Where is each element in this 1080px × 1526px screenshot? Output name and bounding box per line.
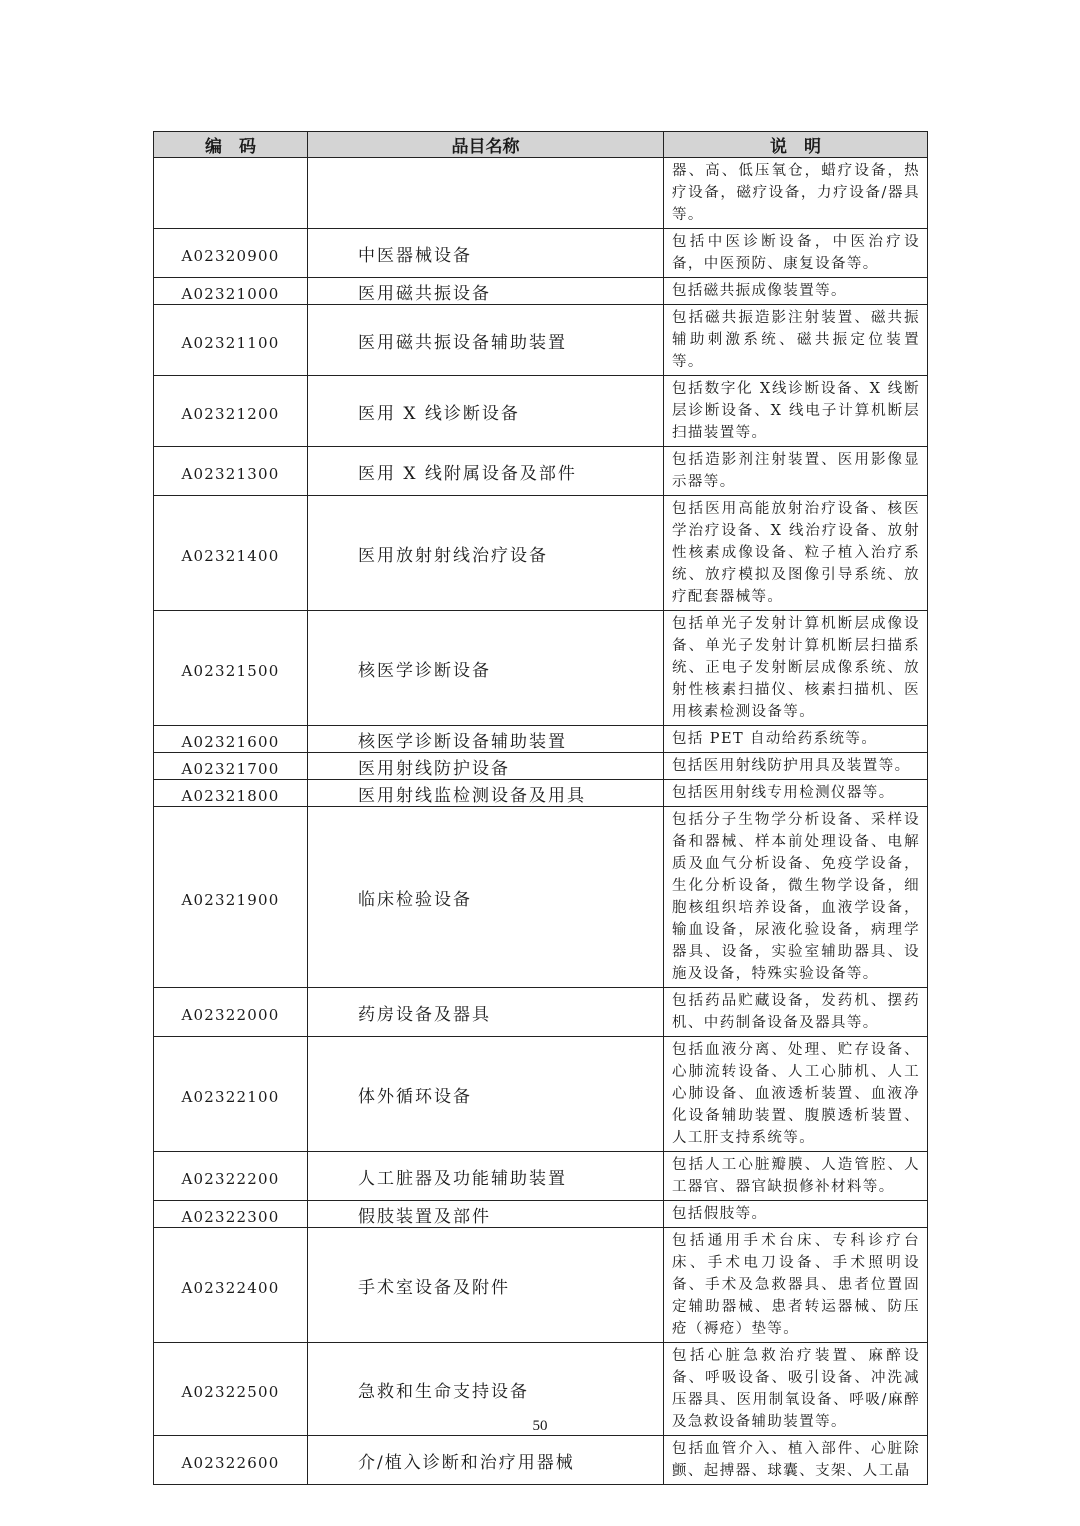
- table-row: [154, 1152, 928, 1201]
- desc-cell: 包括磁共振造影注射装置、磁共振辅助刺激系统、磁共振定位装置等。: [664, 305, 928, 376]
- code-cell: A02322400: [154, 1228, 308, 1343]
- code-cell: A02322100: [154, 1037, 308, 1152]
- name-cell: 医用 X 线诊断设备: [308, 376, 664, 447]
- desc-cell: 包括医用高能放射治疗设备、核医学治疗设备、X 线治疗设备、放射性核素成像设备、粒子植入治疗系统、放疗模拟及图像引导系统、放疗配套器械等。: [664, 496, 928, 611]
- table-header-row: [154, 132, 928, 158]
- name-cell: 人工脏器及功能辅助装置: [308, 1152, 664, 1201]
- table-row: [154, 807, 928, 988]
- name-cell: 医用 X 线附属设备及部件: [308, 447, 664, 496]
- name-cell: 医用磁共振设备辅助装置: [308, 305, 664, 376]
- desc-cell: 包括通用手术台床、专科诊疗台床、手术电刀设备、手术照明设备、手术及急救器具、患者位置固定辅助器械、患者转运器械、防压疮（褥疮）垫等。: [664, 1228, 928, 1343]
- table-row: [154, 1201, 928, 1228]
- name-cell: 核医学诊断设备辅助装置: [308, 726, 664, 753]
- name-cell: 假肢装置及部件: [308, 1201, 664, 1228]
- code-cell: A02322300: [154, 1201, 308, 1228]
- table-row: [154, 726, 928, 753]
- code-cell: A02321200: [154, 376, 308, 447]
- code-cell: A02322600: [154, 1436, 308, 1485]
- name-cell: 核医学诊断设备: [308, 611, 664, 726]
- header-desc: 说 明: [664, 132, 928, 158]
- name-cell: 急救和生命支持设备: [308, 1343, 664, 1436]
- name-cell: 中医器械设备: [308, 229, 664, 278]
- table-row: [154, 1037, 928, 1152]
- desc-cell: 包括假肢等。: [664, 1201, 928, 1228]
- table-row: [154, 1228, 928, 1343]
- code-cell: A02322000: [154, 988, 308, 1037]
- table-row: [154, 376, 928, 447]
- code-cell: A02320900: [154, 229, 308, 278]
- name-cell: 体外循环设备: [308, 1037, 664, 1152]
- code-cell: A02322200: [154, 1152, 308, 1201]
- name-cell: 医用射线监检测设备及用具: [308, 780, 664, 807]
- name-cell: 医用射线防护设备: [308, 753, 664, 780]
- table-row: [154, 780, 928, 807]
- header-name: 品目名称: [308, 132, 664, 158]
- table-row: [154, 305, 928, 376]
- code-cell: A02321800: [154, 780, 308, 807]
- code-cell: A02321900: [154, 807, 308, 988]
- table-row: [154, 753, 928, 780]
- table-row: [154, 1436, 928, 1485]
- table-body: [154, 158, 928, 1485]
- catalog-table: [153, 131, 928, 1485]
- code-cell: A02321100: [154, 305, 308, 376]
- header-code: 编 码: [154, 132, 308, 158]
- code-cell: [154, 158, 308, 229]
- desc-cell: 包括药品贮藏设备，发药机、摆药机、中药制备设备及器具等。: [664, 988, 928, 1037]
- code-cell: A02321300: [154, 447, 308, 496]
- name-cell: [308, 158, 664, 229]
- page-number: 50: [532, 1418, 548, 1434]
- code-cell: A02322500: [154, 1343, 308, 1436]
- desc-cell: 包括造影剂注射装置、医用影像显示器等。: [664, 447, 928, 496]
- table-row: [154, 611, 928, 726]
- name-cell: 医用放射射线治疗设备: [308, 496, 664, 611]
- table-row: [154, 496, 928, 611]
- table-row: [154, 229, 928, 278]
- desc-cell: 器、高、低压氧仓，蜡疗设备，热疗设备，磁疗设备，力疗设备/器具等。: [664, 158, 928, 229]
- code-cell: A02321000: [154, 278, 308, 305]
- name-cell: 介/植入诊断和治疗用器械: [308, 1436, 664, 1485]
- name-cell: 手术室设备及附件: [308, 1228, 664, 1343]
- desc-cell: 包括医用射线专用检测仪器等。: [664, 780, 928, 807]
- code-cell: A02321700: [154, 753, 308, 780]
- table-row: [154, 278, 928, 305]
- desc-cell: 包括心脏急救治疗装置、麻醉设备、呼吸设备、吸引设备、冲洗减压器具、医用制氧设备、呼吸/麻醉及急救设备辅助装置等。: [664, 1343, 928, 1436]
- code-cell: A02321600: [154, 726, 308, 753]
- desc-cell: 包括 PET 自动给药系统等。: [664, 726, 928, 753]
- desc-cell: 包括血液分离、处理、贮存设备、心肺流转设备、人工心肺机、人工心肺设备、血液透析装置、血液净化设备辅助装置、腹膜透析装置、人工肝支持系统等。: [664, 1037, 928, 1152]
- desc-cell: 包括分子生物学分析设备、采样设备和器械、样本前处理设备、电解质及血气分析设备、免疫学设备，生化分析设备，微生物学设备，细胞核组织培养设备，血液学设备，输血设备，尿液化验设备，病理学器具、设备，实验室辅助器具、设施及设备，特殊实验设备等。: [664, 807, 928, 988]
- code-cell: A02321400: [154, 496, 308, 611]
- desc-cell: 包括数字化 X线诊断设备、X 线断层诊断设备、X 线电子计算机断层扫描装置等。: [664, 376, 928, 447]
- desc-cell: 包括人工心脏瓣膜、人造管腔、人工器官、器官缺损修补材料等。: [664, 1152, 928, 1201]
- code-cell: A02321500: [154, 611, 308, 726]
- table-row: [154, 158, 928, 229]
- desc-cell: 包括医用射线防护用具及装置等。: [664, 753, 928, 780]
- name-cell: 医用磁共振设备: [308, 278, 664, 305]
- desc-cell: 包括血管介入、植入部件、心脏除颤、起搏器、球囊、支架、人工晶: [664, 1436, 928, 1485]
- table-row: [154, 447, 928, 496]
- name-cell: 临床检验设备: [308, 807, 664, 988]
- desc-cell: 包括磁共振成像装置等。: [664, 278, 928, 305]
- desc-cell: 包括中医诊断设备，中医治疗设备，中医预防、康复设备等。: [664, 229, 928, 278]
- name-cell: 药房设备及器具: [308, 988, 664, 1037]
- desc-cell: 包括单光子发射计算机断层成像设备、单光子发射计算机断层扫描系统、正电子发射断层成像系统、放射性核素扫描仪、核素扫描机、医用核素检测设备等。: [664, 611, 928, 726]
- table-row: [154, 988, 928, 1037]
